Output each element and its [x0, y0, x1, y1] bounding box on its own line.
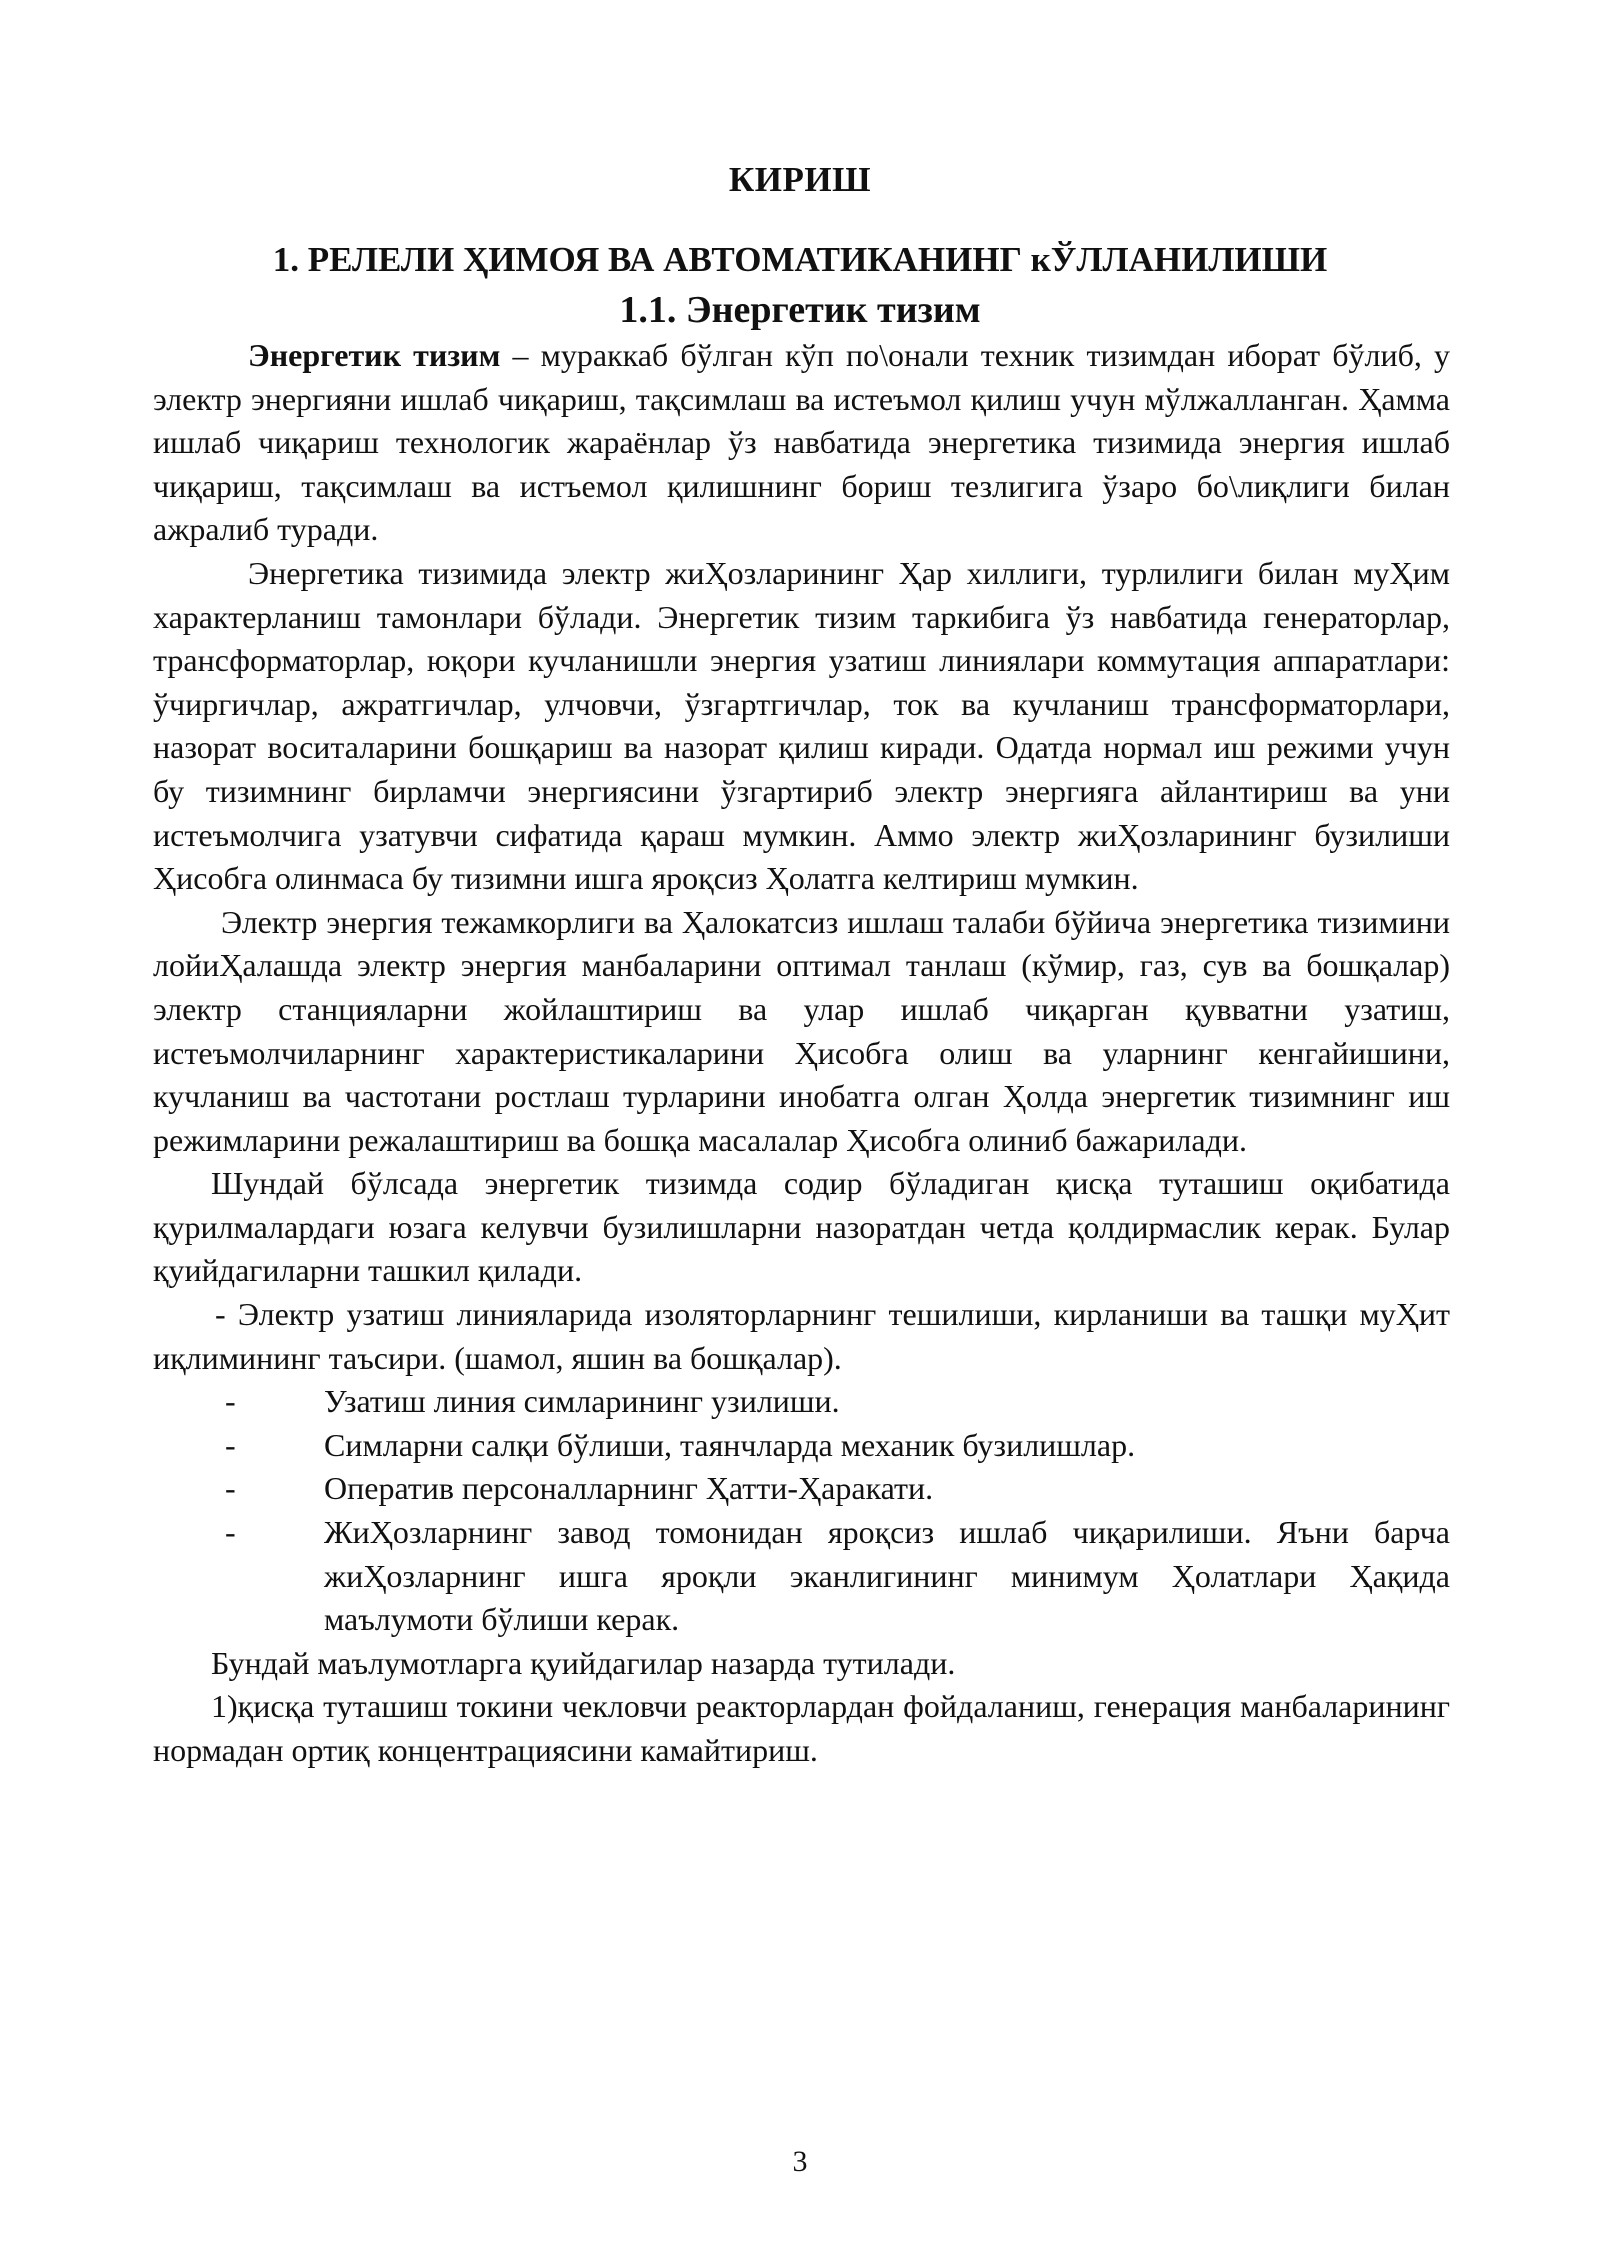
- list-dash: -: [225, 1426, 236, 1463]
- list-item: [153, 1424, 1450, 1468]
- intro-heading: КИРИШ: [728, 160, 872, 199]
- list-item-text: Симларни салқи бўлиши, таянчларда механик бузилишлар.: [324, 1426, 1136, 1463]
- document-body: [153, 334, 1450, 1773]
- list-dash: -: [225, 1383, 236, 1420]
- section-heading: 1.1. Энергетик тизим: [619, 289, 981, 331]
- list-item: [153, 1380, 1450, 1424]
- paragraph-reactors: 1)қисқа туташиш токини чекловчи реакторлардан фойдаланиш, генерация манбаларининг нормадан ортиқ концентрациясини камайтириш.: [153, 1688, 1450, 1768]
- list-item: [153, 1467, 1450, 1511]
- list-item-text: Узатиш линия симларининг узилиши.: [324, 1383, 840, 1420]
- page-number: 3: [792, 2145, 808, 2178]
- paragraph-energy-system: [153, 334, 1450, 552]
- paragraph-short-circuit: Шундай бўлсада энергетик тизимда содир бўладиган қисқа туташиш оқибатида қурилмалардаги юзага келувчи бузилишларни назоратдан четда қолдирмаслик керак. Булар қуийдагиларни ташкил қилади.: [153, 1165, 1450, 1289]
- fault-causes-list: [153, 1380, 1450, 1642]
- paragraph-equipment: Энергетика тизимида электр жиҲозларининг Ҳар хиллиги, турлилиги билан муҲим характерланиш тамонлари бўлади. Энергетик тизим таркибига ўз навбатида генераторлар, трансформаторлар, юқори кучланишли энергия узатиш линиялари коммутация аппаратлари: ўчиргичлар, ажратгичлар, улчовчи, ўзгартгичлар, ток ва кучланиш трансформаторлари, назорат воситаларини бошқариш ва назорат қилиш киради. Одатда нормал иш режими учун бу тизимнинг бирламчи энергиясини ўзгартириб электр энергияга айлантириш ва уни истеъмолчига узатувчи сифатида қараш мумкин. Аммо электр жиҲозларининг бузилиши Ҳисобга олинмаса бу тизимни ишга яроқсиз Ҳолатга келтириш мумкин.: [153, 554, 1450, 897]
- list-dash: -: [225, 1470, 236, 1507]
- list-item-text: ЖиҲозларнинг завод томонидан яроқсиз ишлаб чиқарилиши. Яъни барча жиҲозларнинг ишга яроқли эканлигининг минимум Ҳолатлари Ҳақида маълумоти бўлиши керак.: [324, 1514, 1450, 1638]
- list-dash: -: [225, 1514, 236, 1551]
- paragraph-information: Бундай маълумотларга қуийдагилар назарда тутилади.: [211, 1644, 956, 1681]
- chapter-heading: 1. РЕЛЕЛИ ҲИМОЯ ВА АВТОМАТИКАНИНГ кЎЛЛАНИЛИШИ: [272, 240, 1328, 279]
- defined-term: Энергетик тизим: [248, 337, 501, 373]
- list-item: [153, 1511, 1450, 1642]
- list-item-text: Оператив персоналларнинг Ҳатти-Ҳаракати.: [324, 1470, 934, 1507]
- paragraph-text: – мураккаб бўлган кўп по\онали техник тизимдан иборат бўлиб, у электр энергияни ишлаб чиқариш, тақсимлаш ва истеъмол қилиш учун мўлжалланган. Ҳамма ишлаб чиқариш технологик жараёнлар ўз навбатида энергетика тизимида энергия ишлаб чиқариш, тақсимлаш ва истъемол қилишнинг бориш тезлигига ўзаро бо\лиқлиги билан ажралиб туради.: [153, 337, 1451, 548]
- paragraph-design: Электр энергия тежамкорлиги ва Ҳалокатсиз ишлаш талаби бўйича энергетика тизимини лойиҲалашда электр энергия манбаларини оптимал танлаш (кўмир, газ, сув ва бошқалар) электр станцияларни жойлаштириш ва улар ишлаб чиқарган қувватни узатиш, истеъмолчиларнинг характеристикаларини Ҳисобга олиш ва уларнинг кенгайишини, кучланиш ва частотани ростлаш турларини инобатга олган Ҳолда энергетик тизимнинг иш режимларини режалаштириш ва бошқа масалалар Ҳисобга олиниб бажарилади.: [153, 903, 1450, 1158]
- paragraph-insulators: - Электр узатиш линияларида изоляторларнинг тешилиши, кирланиши ва ташқи муҲит иқлимининг таъсири. (шамол, яшин ва бошқалар).: [153, 1296, 1450, 1376]
